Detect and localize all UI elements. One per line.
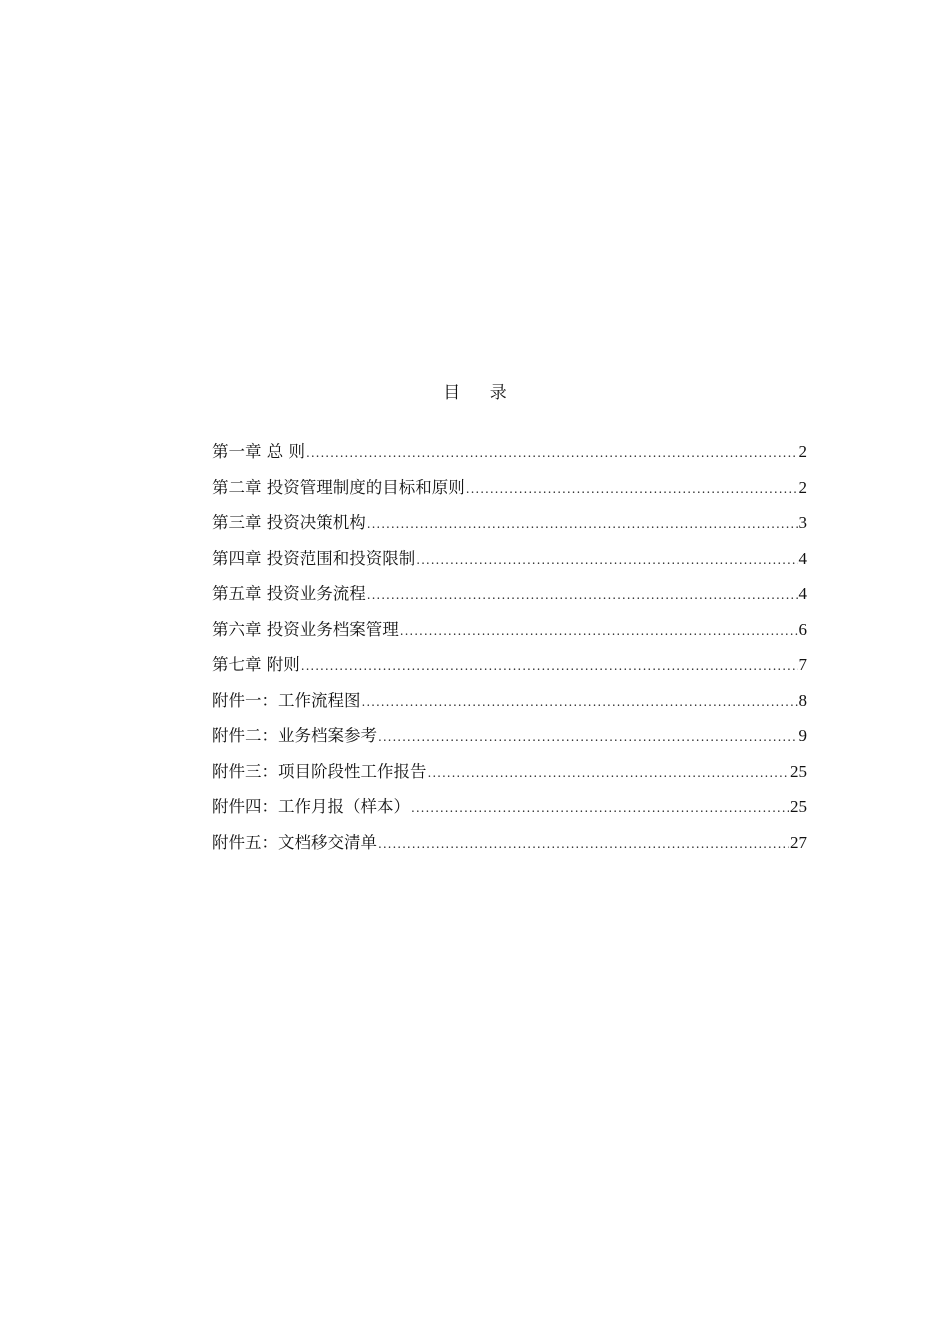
- toc-page-number: 2: [798, 477, 807, 497]
- toc-entry[interactable]: [212, 757, 807, 793]
- toc-dot-leader: [466, 474, 798, 504]
- toc-entry-label: 第七章 附则: [212, 655, 300, 674]
- toc-page-number: 25: [790, 761, 807, 781]
- toc-entry-label: 附件一：工作流程图: [212, 690, 361, 710]
- toc-page-number: 8: [798, 690, 807, 710]
- toc-entry[interactable]: [212, 508, 807, 544]
- toc-entry[interactable]: [212, 828, 807, 864]
- toc-entry-label: 第五章 投资业务流程: [212, 584, 366, 603]
- toc-dot-leader: [306, 438, 798, 468]
- toc-entry[interactable]: [212, 544, 807, 580]
- toc-entry[interactable]: [212, 686, 807, 722]
- toc-entry-label: 第四章 投资范围和投资限制: [212, 548, 416, 568]
- toc-entry[interactable]: [212, 721, 807, 757]
- toc-dot-leader: [428, 758, 790, 788]
- toc-entry[interactable]: [212, 650, 807, 686]
- toc-dot-leader: [301, 651, 798, 681]
- toc-entry-label: 附件二：业务档案参考: [212, 726, 377, 745]
- toc-entry[interactable]: [212, 792, 807, 828]
- toc-entry[interactable]: [212, 615, 807, 651]
- toc-entry-label: 附件五：文档移交清单: [212, 832, 377, 852]
- toc-entry[interactable]: [212, 579, 807, 615]
- toc-page-number: 3: [798, 513, 807, 532]
- toc-entry-label: 第二章 投资管理制度的目标和原则: [212, 477, 465, 497]
- toc-page-number: 9: [798, 726, 807, 745]
- toc-entry-label: 第三章 投资决策机构: [212, 513, 366, 532]
- table-of-contents: [212, 437, 807, 863]
- toc-dot-leader: [411, 793, 789, 823]
- toc-entry[interactable]: [212, 473, 807, 509]
- toc-page-number: 25: [790, 797, 807, 816]
- toc-dot-leader: [378, 722, 798, 752]
- toc-entry-label: 附件三：项目阶段性工作报告: [212, 761, 427, 781]
- toc-entry-label: 第一章 总 则: [212, 442, 305, 461]
- toc-page-number: 4: [798, 548, 807, 568]
- toc-page-number: 2: [798, 442, 807, 461]
- toc-dot-leader: [378, 829, 789, 859]
- toc-dot-leader: [367, 509, 798, 539]
- toc-page-number: 6: [798, 619, 807, 639]
- toc-dot-leader: [367, 580, 798, 610]
- toc-dot-leader: [400, 616, 798, 646]
- toc-page-number: 7: [798, 655, 807, 674]
- toc-entry-label: 附件四：工作月报（样本）: [212, 797, 410, 816]
- toc-page-number: 27: [790, 832, 807, 852]
- toc-entry[interactable]: [212, 437, 807, 473]
- toc-title: 目 录: [443, 383, 519, 403]
- toc-dot-leader: [416, 545, 797, 575]
- toc-page-number: 4: [798, 584, 807, 603]
- toc-dot-leader: [362, 687, 798, 717]
- toc-entry-label: 第六章 投资业务档案管理: [212, 619, 399, 639]
